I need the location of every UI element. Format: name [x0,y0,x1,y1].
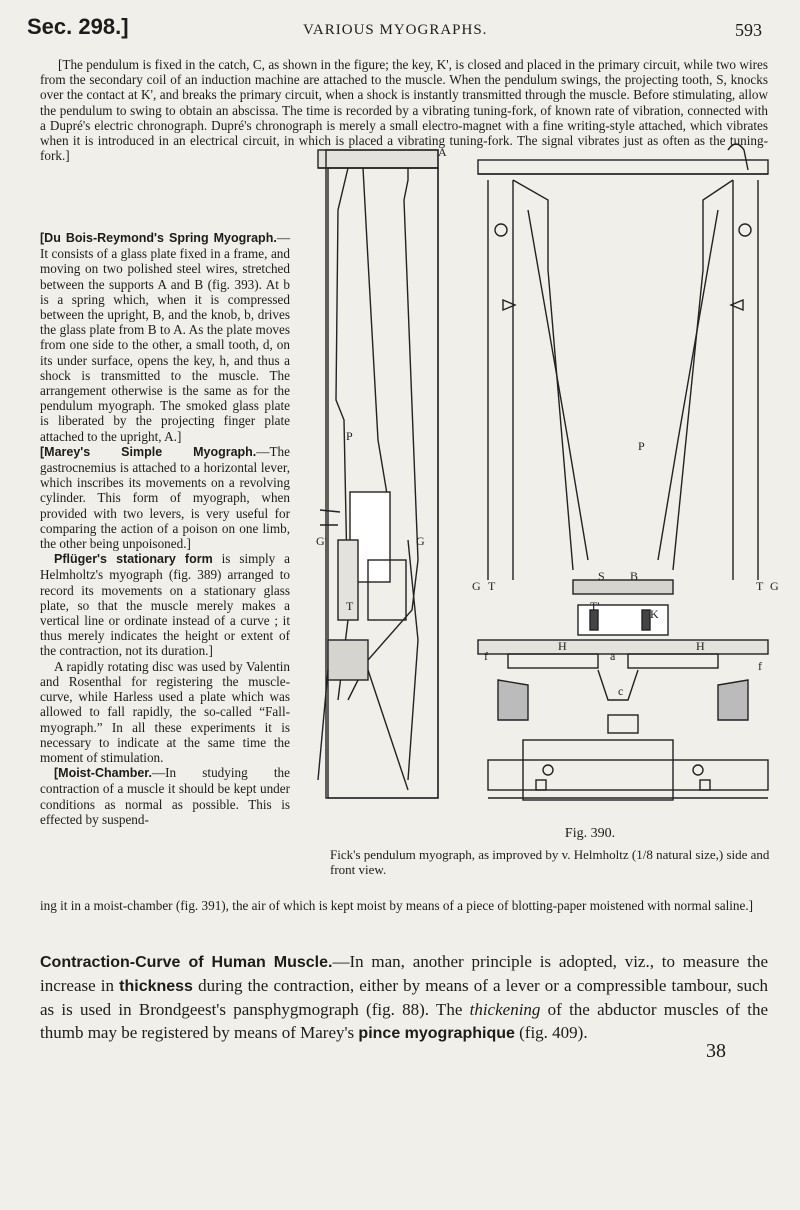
contraction-paragraph [40,950,768,1045]
marey-title: [Marey's Simple Myograph. [40,444,257,459]
label-T-right: T [756,579,764,593]
page-number: 593 [735,20,762,40]
pfluger-title: Pflüger's stationary form [54,552,213,567]
marey-paragraph [40,444,290,551]
pfluger-text: is simply a Helmholtz's myograph (fig. 389) arranged to record its movements on a stationary glass plate, so that the muscle merely makes a vertical line or ordinate instead of a curve ; it thus merely indicates the height or extent of the contraction, not its duration.] [40,551,290,659]
bottom-paragraph: ing it in a moist-chamber (fig. 391), the air of which is kept moist by means of a piece of blotting-paper moistened with normal saline.] [40,898,754,913]
running-title: VARIOUS MYOGRAPHS. [303,22,488,38]
section-number: Sec. 298.] [27,14,129,39]
contraction-text-2: during the contraction, either by means of a lever or a compressible tambour, such as is used in Brondgeest's pansphygmograph (fig. 88). The [40,976,769,1019]
figure-number: Fig. 390. [564,826,616,841]
thickness-word: thickness [119,978,193,995]
label-P-side: P [346,429,353,443]
label-G-right: G [770,579,779,593]
valentin-paragraph: A rapidly rotating disc was used by Valentin and Rosenthal for registering the muscle-curve, while Harless used a plate which was allowed to fall rapidly, the so-called “Fall-myograph.” In all these experiments it is necessary to indicate at the same time the moment of stimulation. [40,658,290,765]
moist-paragraph [40,765,290,827]
label-K: K [650,607,659,621]
pfluger-paragraph [40,551,290,658]
label-S: S [598,569,605,583]
marey-text: —The gastrocnemius is attached to a horizontal lever, which inscribes its movements on a revolving cylinder. This form of myograph, when provided with two levers, is very useful for comparing the action of a poison on one limb, the other being unpoisoned.] [40,443,290,552]
label-B: B [630,569,639,583]
label-Gp-side: G' [316,534,327,548]
contraction-text-4: (fig. 409). [514,1023,588,1042]
label-Tp: T' [590,599,600,613]
label-H-right: H [696,639,705,653]
thickening-word: thickening [469,1000,541,1019]
label-T-side: T [346,599,354,613]
figure-caption: Fick's pendulum myograph, as improved by v. Helmholtz (1/8 natural size,) side and front view. [330,847,770,877]
label-G-left: G [472,579,481,593]
bois-paragraph [40,230,290,444]
left-column [40,230,290,827]
figure-390-illustration [308,140,778,812]
pince-word: pince myographique [358,1025,515,1042]
label-A: A [438,145,447,159]
intro-paragraph: [The pendulum is fixed in the catch, C, as shown in the figure; the key, K', is closed and placed in the primary circuit, while two wires from the secondary coil of an induction machine are attached to the muscle. When the pendulum swings, the projecting tooth, S, knocks over the contact at K', and breaks the primary circuit, when a shock is instantly transmitted through the muscle. Before stimulating, allow the pendulum to swing to obtain an abscissa. The time is recorded by a vibrating tuning-fork, of known rate of vibration, connected with a Dupré's electric chronograph. Dupré's chronograph is merely a small electro-magnet with a fine writing-style attached, which vibrates when it is introduced in an electrical circuit, in which is placed a vibrating tuning-fork. The signal vibrates just as often as the tuning-fork.] [40,57,768,164]
contraction-text-3: of the abductor muscles of the thumb may be registered by means of Marey's [40,1000,768,1042]
contraction-text-1: —In man, another principle is adopted, viz., to measure the increase in [40,952,768,995]
label-f-left: f [484,649,488,663]
label-G-side: G [416,534,425,548]
moist-title: [Moist-Chamber. [54,766,152,781]
contraction-title: Contraction-Curve of Human Muscle. [40,954,333,971]
label-H-left: H [558,639,567,653]
bois-title: [Du Bois-Reymond's Spring Myograph. [40,231,277,245]
label-P-front: P [638,439,645,453]
label-c: c [618,684,624,698]
moist-text: —In studying the contraction of a muscle it should be kept under conditions as normal as possible. This is effected by suspend- [40,765,290,827]
label-f-right: f [758,659,762,673]
label-a: a [610,649,616,663]
label-T-left: T [488,579,496,593]
bois-text: —It consists of a glass plate fixed in a frame, and moving on two polished steel wires, stretched between the supports A and B (fig. 393). At b is a spring which, when it is compressed between the upright, B, and the knob, b, drives the glass plate from B to A. As the plate moves from one side to the other, a small tooth, d, on its under surface, opens the key, h, and thus a shock is transmitted to the muscle. The arrangement otherwise is the same as for the pendulum myograph. The smoked glass plate is liberated by the projecting finger plate attached to the upright, A.] [40,230,290,444]
signature-mark: 38 [706,1040,726,1062]
